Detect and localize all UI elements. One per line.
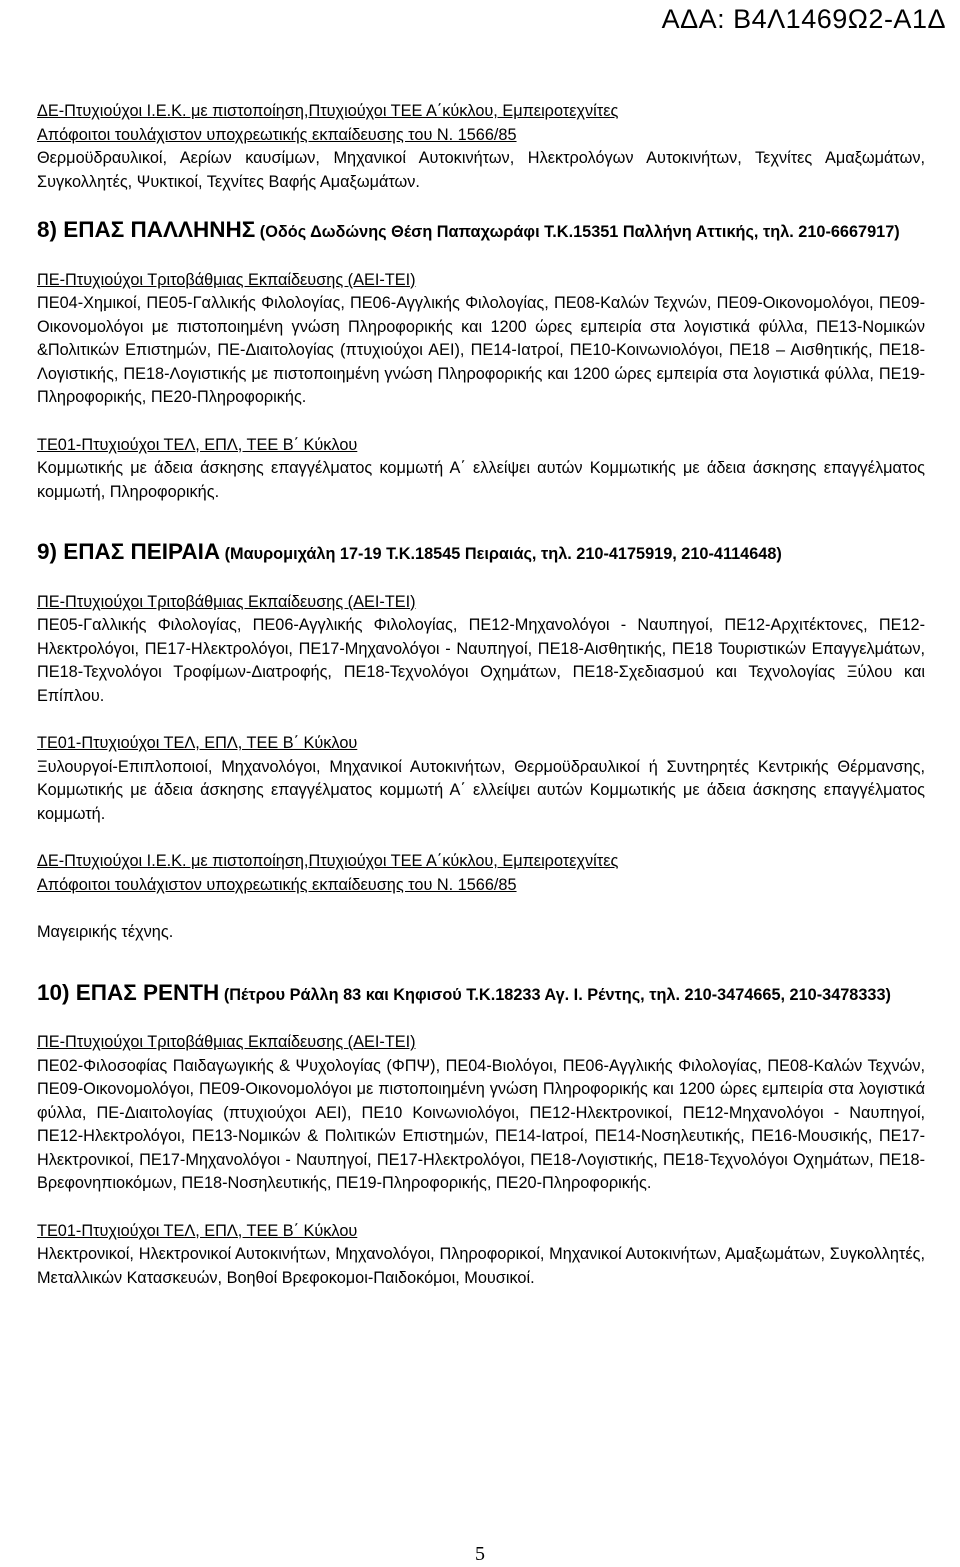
te-body: Ηλεκτρονικοί, Ηλεκτρονικοί Αυτοκινήτων, Μηχανολόγοι, Πληροφορικοί, Μηχανικοί Αυτοκινήτων, Αμαξωμάτων, Συγκολλητές, Μεταλλικών Κατασκευών, Βοηθοί Βρεφοκομοι-Παιδοκόμοι, Μουσικοί. — [37, 1245, 925, 1287]
de-heading-line2: Απόφοιτοι τουλάχιστον υποχρεωτικής εκπαίδευσης του Ν. 1566/85 — [37, 125, 517, 144]
te-heading: ΤΕ01-Πτυχιούχοι ΤΕΛ, ΕΠΛ, ΤΕΕ Β΄ Κύκλου — [37, 1221, 358, 1240]
pe-body: ΠΕ02-Φιλοσοφίας Παιδαγωγικής & Ψυχολογίας (ΦΠΨ), ΠΕ04-Βιολόγοι, ΠΕ06-Αγγλικής Φιλολογίας, ΠΕ08-Καλών Τεχνών, ΠΕ09-Οικονομολόγοι, ΠΕ09-Οικονομολόγοι με πιστοποιημένη γνώση Πληροφορικής και 1200 ώρες εμπειρία στα λογιστικά φύλλα, ΠΕ-Διαιτολογίας (πτυχιούχοι ΑΕΙ), ΠΕ10 Κοινωνιολόγοι, ΠΕ12-Ηλεκτρονικοί, ΠΕ12-Μηχανολόγοι - Ναυπηγοί, ΠΕ12-Ηλεκτρολόγοι, ΠΕ13-Νομικών & Πολιτικών Επιστημών, ΠΕ14-Ιατροί, ΠΕ14-Νοσηλευτικής, ΠΕ16-Μουσικής, ΠΕ17-Ηλεκτρονικοί, ΠΕ17-Μηχανολόγοι - Ναυπηγοί, ΠΕ17-Ηλεκτρολόγοι, ΠΕ18-Λογιστικής, ΠΕ18-Τεχνολόγοι Οχημάτων, ΠΕ18-Βρεφονηπιοκόμων, ΠΕ18-Νοσηλευτικής, ΠΕ19-Πληροφορικής, ΠΕ20-Πληροφορικής. — [37, 1056, 925, 1192]
section-address: (Μαυρομιχάλη 17-19 Τ.Κ.18545 Πειραιάς, τηλ. 210-4175919, 210-4114648) — [220, 545, 782, 563]
section-epas-renti — [37, 981, 925, 1291]
section-address: (Πέτρου Ράλλη 83 και Κηφισού Τ.Κ.18233 Αγ. Ι. Ρέντης, τηλ. 210-3474665, 210-3478333) — [219, 985, 891, 1004]
te-body: Κομμωτικής με άδεια άσκησης επαγγέλματος κομμωτή Α΄ ελλείψει αυτών Κομμωτικής με άδεια άσκησης επαγγέλματος κομμωτή, Πληροφορικής. — [37, 459, 925, 501]
pe-body: ΠΕ05-Γαλλικής Φιλολογίας, ΠΕ06-Αγγλικής Φιλολογίας, ΠΕ12-Μηχανολόγοι - Ναυπηγοί, ΠΕ12-Αρχιτέκτονες, ΠΕ12-Ηλεκτρολόγοι, ΠΕ17-Ηλεκτρολόγοι, ΠΕ17-Μηχανολόγοι - Ναυπηγοί, ΠΕ18-Αισθητικής, ΠΕ18 Τουριστικών Επαγγελμάτων, ΠΕ18-Τεχνολόγοι Τροφίμων-Διατροφής, ΠΕ18-Τεχνολόγοι Οχημάτων, ΠΕ18-Σχεδιασμού και Τεχνολογίας Ξύλου και Επίπλου. — [37, 616, 925, 705]
de-heading: ΔΕ-Πτυχιούχοι Ι.Ε.Κ. με πιστοποίηση,Πτυχιούχοι ΤΕΕ Α΄κύκλου, Εμπειροτεχνίτες — [37, 852, 619, 870]
pe-body: ΠΕ04-Χημικοί, ΠΕ05-Γαλλικής Φιλολογίας, ΠΕ06-Αγγλικής Φιλολογίας, ΠΕ08-Καλών Τεχνών, ΠΕ09-Οικονομολόγοι, ΠΕ09-Οικονομολόγοι με πιστοποιημένη γνώση Πληροφορικής και 1200 ώρες εμπειρία στα λογιστικά φύλλα, ΠΕ13-Νομικών &Πολιτικών Επιστημών, ΠΕ-Διαιτολογίας (πτυχιούχοι ΑΕΙ), ΠΕ14-Ιατροί, ΠΕ10-Κοινωνιολόγοι, ΠΕ18 – Αισθητικής, ΠΕ18-Λογιστικής, ΠΕ18-Λογιστικής με πιστοποιημένη γνώση Πληροφορικής και 1200 ώρες εμπειρία στα λογιστικά φύλλα, ΠΕ19-Πληροφορικής, ΠΕ20-Πληροφορικής. — [37, 294, 925, 406]
te-heading: ΤΕ01-Πτυχιούχοι ΤΕΛ, ΕΠΛ, ΤΕΕ Β΄ Κύκλου — [37, 734, 358, 752]
pe-heading: ΠΕ-Πτυχιούχοι Τριτοβάθμιας Εκπαίδευσης (ΑΕΙ-ΤΕΙ) — [37, 270, 416, 289]
pe-heading: ΠΕ-Πτυχιούχοι Τριτοβάθμιας Εκπαίδευσης (ΑΕΙ-ΤΕΙ) — [37, 1033, 416, 1051]
section-title: 8) ΕΠΑΣ ΠΑΛΛΗΝΗΣ — [37, 217, 256, 242]
te-body: Ξυλουργοί-Επιπλοποιοί, Μηχανολόγοι, Μηχανικοί Αυτοκινήτων, Θερμοϋδραυλικοί ή Συντηρητές Κεντρικής Θέρμανσης, Κομμωτικής με άδεια άσκησης επαγγέλματος κομμωτή Α΄ ελλείψει αυτών Κομμωτικής με άδεια άσκησης επαγγέλματος κομμωτή. — [37, 757, 925, 823]
de-heading: ΔΕ-Πτυχιούχοι Ι.Ε.Κ. με πιστοποίηση,Πτυχιούχοι ΤΕΕ Α΄κύκλου, Εμπειροτεχνίτες — [37, 102, 619, 120]
de-body: Θερμοϋδραυλικοί, Αερίων καυσίμων, Μηχανικοί Αυτοκινήτων, Ηλεκτρολόγων Αυτοκινήτων, Τεχνίτες Αμαξωμάτων, Συγκολλητές, Ψυκτικοί, Τεχνίτες Βαφής Αμαξωμάτων. — [37, 149, 925, 191]
page-number: 5 — [475, 1543, 485, 1565]
intro-block — [37, 100, 925, 194]
ada-code: ΑΔΑ: Β4Λ1469Ω2-Α1Δ — [661, 4, 946, 34]
section-heading — [37, 218, 925, 245]
section-epas-pallinis — [37, 218, 925, 504]
de-heading-line2: Απόφοιτοι τουλάχιστον υποχρεωτικής εκπαίδευσης του Ν. 1566/85 — [37, 875, 517, 894]
section-heading — [37, 981, 925, 1008]
section-heading — [37, 540, 925, 567]
section-address: (Οδός Δωδώνης Θέση Παπαχωράφι Τ.Κ.15351 Παλλήνη Αττικής, τηλ. 210-6667917) — [255, 223, 900, 241]
section-title: 9) ΕΠΑΣ ΠΕΙΡΑΙΑ — [37, 539, 221, 564]
de-body: Μαγειρικής τέχνης. — [37, 923, 174, 941]
document-body — [37, 100, 925, 1290]
te-heading: ΤΕ01-Πτυχιούχοι ΤΕΛ, ΕΠΛ, ΤΕΕ Β΄ Κύκλου — [37, 435, 358, 454]
section-title: 10) ΕΠΑΣ ΡΕΝΤΗ — [37, 979, 220, 1005]
pe-heading: ΠΕ-Πτυχιούχοι Τριτοβάθμιας Εκπαίδευσης (ΑΕΙ-ΤΕΙ) — [37, 592, 416, 611]
section-epas-peiraia — [37, 540, 925, 945]
